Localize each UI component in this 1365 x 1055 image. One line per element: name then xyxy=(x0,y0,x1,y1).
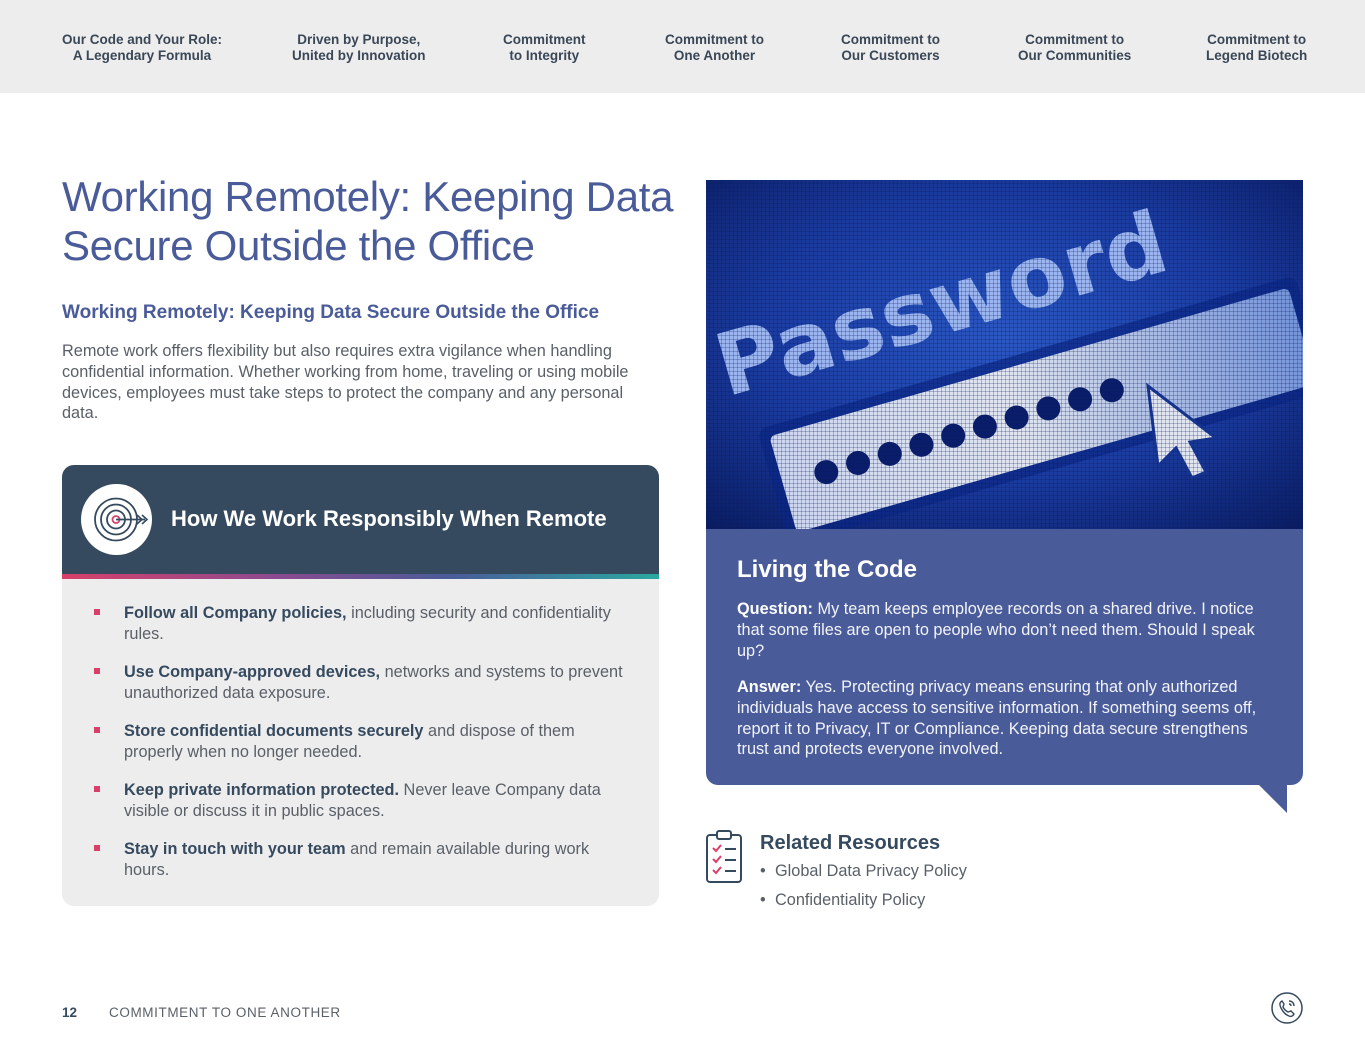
answer-paragraph xyxy=(737,677,1282,760)
related-resources-list xyxy=(760,861,967,918)
card-header xyxy=(62,465,659,574)
intro-paragraph: Remote work offers flexibility but also requires extra vigilance when handling confidential information. Whether working from home, traveling or using mobile devices, employees must take steps to protect the company and any personal data. xyxy=(62,342,629,423)
bullet-square-icon xyxy=(94,786,100,792)
responsibility-card xyxy=(62,465,659,906)
speech-bubble-tail xyxy=(1258,784,1287,813)
bullet-square-icon xyxy=(94,727,100,733)
nav-one-another[interactable]: Commitment to One Another xyxy=(665,32,764,63)
bullet-square-icon xyxy=(94,845,100,851)
living-the-code-panel xyxy=(706,529,1303,785)
list-item-bold: Stay in touch with your team xyxy=(124,840,346,859)
list-item-text: and remain available during work hours. xyxy=(124,840,590,880)
list-item-bold: Use Company-approved devices, xyxy=(124,663,381,682)
section-subtitle: Working Remotely: Keeping Data Secure Outside the Office xyxy=(62,302,600,323)
page-title: Working Remotely: Keeping Data Secure Outside the Office xyxy=(62,173,674,269)
answer-label: Answer: xyxy=(737,678,802,696)
footer-section-name: COMMITMENT TO ONE ANOTHER xyxy=(109,1005,341,1020)
list-item-bold: Store confidential documents securely xyxy=(124,722,424,741)
nav-integrity[interactable]: Commitment to Integrity xyxy=(503,32,586,63)
list-item-text: networks and systems to prevent unauthorized data exposure. xyxy=(124,663,623,702)
card-divider xyxy=(62,574,659,579)
password-photo xyxy=(706,180,1303,529)
list-item-bold: Follow all Company policies, xyxy=(124,604,347,622)
checklist-icon xyxy=(705,829,743,884)
nav-our-communities[interactable]: Commitment to Our Communities xyxy=(1018,32,1132,63)
list-item xyxy=(62,662,659,704)
responsibility-list xyxy=(62,603,659,898)
bullet-square-icon xyxy=(94,609,100,615)
nav-our-customers[interactable]: Commitment to Our Customers xyxy=(841,32,940,63)
list-item xyxy=(62,839,659,881)
phone-icon[interactable] xyxy=(1271,992,1303,1024)
question-text: My team keeps employee records on a shared drive. I notice that some files are open to people who don’t need them. Should I speak up? xyxy=(737,600,1255,660)
resource-link-confidentiality[interactable]: • Confidentiality Policy xyxy=(760,890,967,910)
list-item-text: and dispose of them properly when no longer needed. xyxy=(124,722,575,761)
list-item-text: Never leave Company data visible or discuss it in public spaces. xyxy=(124,781,601,821)
living-the-code-title: Living the Code xyxy=(737,556,917,583)
answer-text: Yes. Protecting privacy means ensuring that only authorized individuals have access to sensitive information. If something seems off, report it to Privacy, IT or Compliance. Keeping data secure strengthens trust and protects everyone involved. xyxy=(737,678,1257,759)
list-item-text: including security and confidentiality rules. xyxy=(124,604,611,643)
list-item-bold: Keep private information protected. xyxy=(124,781,400,800)
bullet-square-icon xyxy=(94,668,100,674)
related-resources-title: Related Resources xyxy=(760,832,941,854)
question-label: Question: xyxy=(737,600,813,618)
list-item xyxy=(62,780,659,822)
nav-legend-biotech[interactable]: Commitment to Legend Biotech xyxy=(1206,32,1308,63)
top-navigation xyxy=(0,0,1365,93)
resource-link-global-data-privacy[interactable]: • Global Data Privacy Policy xyxy=(760,861,967,881)
card-title: How We Work Responsibly When Remote xyxy=(171,506,607,531)
question-paragraph xyxy=(737,599,1282,661)
list-item xyxy=(62,721,659,763)
page-number: 12 xyxy=(62,1005,78,1020)
target-icon xyxy=(81,484,152,555)
nav-driven-by-purpose[interactable]: Driven by Purpose, United by Innovation xyxy=(292,32,426,63)
list-item xyxy=(62,603,659,645)
nav-our-code[interactable]: Our Code and Your Role: A Legendary Formula xyxy=(62,32,223,63)
